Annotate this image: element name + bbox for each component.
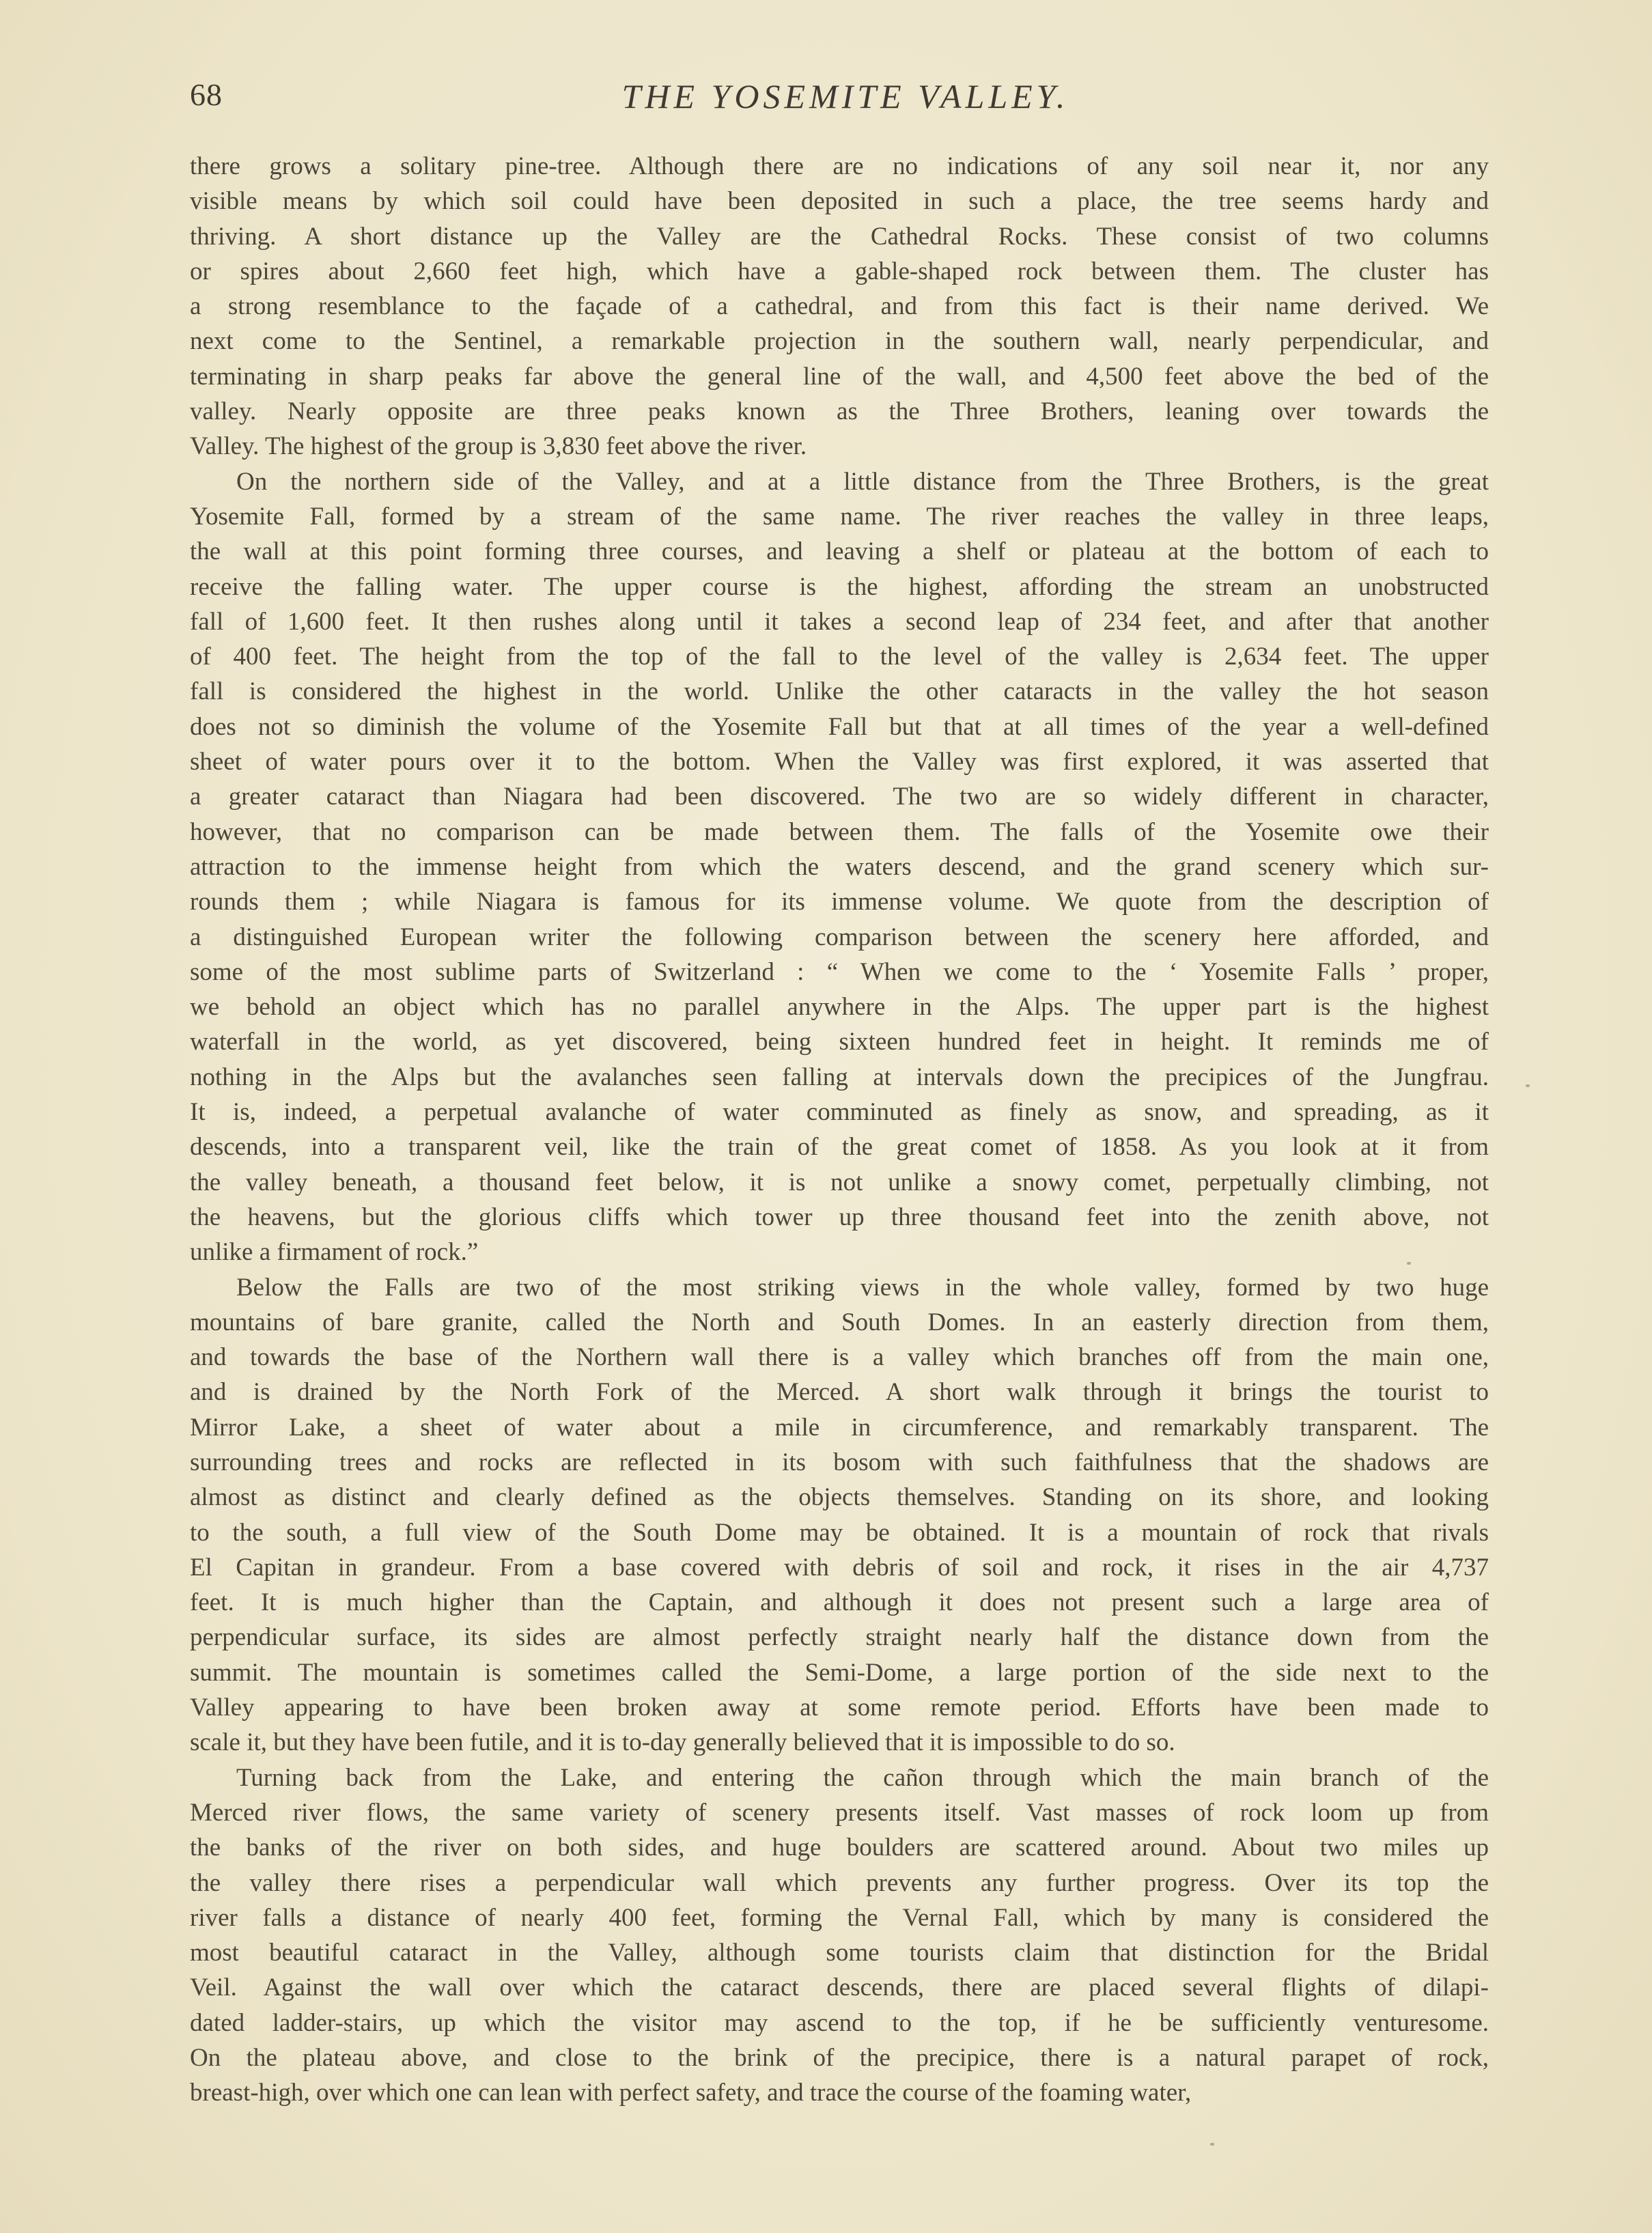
- text-line: of 400 feet. The height from the top of the fall to the level of the valley is 2,634 feet. The upper: [190, 643, 1489, 671]
- text-line: almost as distinct and clearly defined as the objects themselves. Standing on its shore, and looking: [190, 1483, 1489, 1512]
- paper-speck: [1407, 1262, 1411, 1265]
- text-line: descends, into a transparent veil, like the train of the great comet of 1858. As you look at it from: [190, 1133, 1489, 1162]
- text-line: El Capitan in grandeur. From a base covered with debris of soil and rock, it rises in the air 4,737: [190, 1553, 1489, 1582]
- text-line: fall of 1,600 feet. It then rushes along until it takes a second leap of 234 feet, and after that another: [190, 607, 1489, 636]
- text-line: to the south, a full view of the South Dome may be obtained. It is a mountain of rock that rivals: [190, 1518, 1489, 1547]
- text-line: or spires about 2,660 feet high, which have a gable-shaped rock between them. The cluster has: [190, 257, 1489, 285]
- text-line: river falls a distance of nearly 400 feet, forming the Vernal Fall, which by many is considered the: [190, 1903, 1489, 1932]
- text-line: does not so diminish the volume of the Yosemite Fall but that at all times of the year a well-defined: [190, 712, 1489, 741]
- text-line: and is drained by the North Fork of the Merced. A short walk through it brings the tourist to: [190, 1378, 1489, 1407]
- text-line: summit. The mountain is sometimes called the Semi-Dome, a large portion of the side next to the: [190, 1658, 1489, 1687]
- text-line: breast-high, over which one can lean with perfect safety, and trace the course of the foaming water,: [190, 2079, 1192, 2107]
- text-line: a strong resemblance to the façade of a cathedral, and from this fact is their name derived. We: [190, 292, 1489, 321]
- page-header: [190, 76, 1501, 124]
- text-line: unlike a firmament of rock.”: [190, 1238, 479, 1267]
- text-line: dated ladder-stairs, up which the visitor may ascend to the top, if he be sufficiently venturesome.: [190, 2008, 1489, 2037]
- text-line: It is, indeed, a perpetual avalanche of water comminuted as finely as snow, and spreading, as it: [190, 1098, 1489, 1127]
- paragraph-3: [190, 1270, 1489, 1760]
- text-line: a distinguished European writer the following comparison between the scenery here afforded, and: [190, 923, 1489, 951]
- text-line: waterfall in the world, as yet discovered, being sixteen hundred feet in height. It reminds me of: [190, 1028, 1489, 1056]
- text-line: there grows a solitary pine-tree. Although there are no indications of any soil near it, nor any: [190, 152, 1489, 180]
- paragraph-2: [190, 464, 1489, 1270]
- text-line: Veil. Against the wall over which the cataract descends, there are placed several flights of dilapi-: [190, 1974, 1489, 2002]
- text-line: a greater cataract than Niagara had been discovered. The two are so widely different in character,: [190, 783, 1489, 811]
- text-line: some of the most sublime parts of Switzerland : “ When we come to the ‘ Yosemite Falls ’ proper,: [190, 957, 1489, 986]
- text-line: rounds them ; while Niagara is famous for its immense volume. We quote from the description of: [190, 888, 1489, 916]
- text-line: Turning back from the Lake, and entering the cañon through which the main branch of the: [236, 1763, 1489, 1792]
- running-title: THE YOSEMITE VALLEY.: [621, 77, 1069, 115]
- text-line: the wall at this point forming three courses, and leaving a shelf or plateau at the bottom of each to: [190, 537, 1489, 566]
- text-line: visible means by which soil could have been deposited in such a place, the tree seems hardy and: [190, 187, 1489, 216]
- text-line: the heavens, but the glorious cliffs which tower up three thousand feet into the zenith above, not: [190, 1203, 1489, 1231]
- text-line: valley. Nearly opposite are three peaks known as the Three Brothers, leaning over towards the: [190, 397, 1489, 426]
- text-line: mountains of bare granite, called the North and South Domes. In an easterly direction from them,: [190, 1308, 1489, 1336]
- text-line: scale it, but they have been futile, and it is to-day generally believed that it is impossible to do so.: [190, 1728, 1175, 1757]
- text-line: the banks of the river on both sides, and huge boulders are scattered around. About two miles up: [190, 1834, 1489, 1862]
- text-line: Merced river flows, the same variety of scenery presents itself. Vast masses of rock loom up from: [190, 1798, 1489, 1827]
- text-line: the valley beneath, a thousand feet below, it is not unlike a snowy comet, perpetually climbing, not: [190, 1168, 1489, 1196]
- text-line: nothing in the Alps but the avalanches seen falling at intervals down the precipices of the Jungfrau.: [190, 1063, 1489, 1091]
- text-line: Mirror Lake, a sheet of water about a mile in circumference, and remarkably transparent. The: [190, 1413, 1489, 1442]
- text-line: terminating in sharp peaks far above the general line of the wall, and 4,500 feet above the bed of the: [190, 362, 1489, 391]
- text-line: Valley appearing to have been broken away at some remote period. Efforts have been made to: [190, 1694, 1489, 1722]
- text-line: and towards the base of the Northern wall there is a valley which branches off from the main one,: [190, 1343, 1489, 1372]
- paper-speck: [1210, 2143, 1214, 2146]
- paragraph-4: [190, 1760, 1489, 2111]
- text-line: Valley. The highest of the group is 3,830 feet above the river.: [190, 432, 807, 461]
- text-line: however, that no comparison can be made between them. The falls of the Yosemite owe their: [190, 817, 1489, 846]
- body-text: [190, 149, 1489, 2111]
- text-line: most beautiful cataract in the Valley, although some tourists claim that distinction for the Bridal: [190, 1939, 1489, 1967]
- page-number: 68: [190, 77, 223, 112]
- text-line: feet. It is much higher than the Captain, and although it does not present such a large area of: [190, 1588, 1489, 1617]
- text-line: fall is considered the highest in the world. Unlike the other cataracts in the valley the hot season: [190, 677, 1489, 706]
- text-line: Below the Falls are two of the most striking views in the whole valley, formed by two huge: [236, 1273, 1489, 1302]
- text-line: we behold an object which has no parallel anywhere in the Alps. The upper part is the highest: [190, 993, 1489, 1022]
- text-line: perpendicular surface, its sides are almost perfectly straight nearly half the distance down from the: [190, 1623, 1489, 1652]
- text-line: thriving. A short distance up the Valley are the Cathedral Rocks. These consist of two columns: [190, 222, 1489, 251]
- text-line: On the plateau above, and close to the brink of the precipice, there is a natural parapet of rock,: [190, 2044, 1489, 2073]
- text-line: the valley there rises a perpendicular wall which prevents any further progress. Over its top the: [190, 1868, 1489, 1897]
- paper-speck: [1526, 1084, 1530, 1087]
- text-line: receive the falling water. The upper course is the highest, affording the stream an unobstructed: [190, 572, 1489, 601]
- text-line: next come to the Sentinel, a remarkable projection in the southern wall, nearly perpendicular, and: [190, 327, 1489, 356]
- text-line: On the northern side of the Valley, and at a little distance from the Three Brothers, is the great: [236, 467, 1489, 496]
- text-line: surrounding trees and rocks are reflected in its bosom with such faithfulness that the shadows are: [190, 1448, 1489, 1476]
- paragraph-1: [190, 149, 1489, 464]
- text-line: sheet of water pours over it to the bottom. When the Valley was first explored, it was asserted that: [190, 748, 1489, 776]
- text-line: Yosemite Fall, formed by a stream of the same name. The river reaches the valley in three leaps,: [190, 502, 1489, 531]
- text-line: attraction to the immense height from which the waters descend, and the grand scenery which sur-: [190, 852, 1489, 881]
